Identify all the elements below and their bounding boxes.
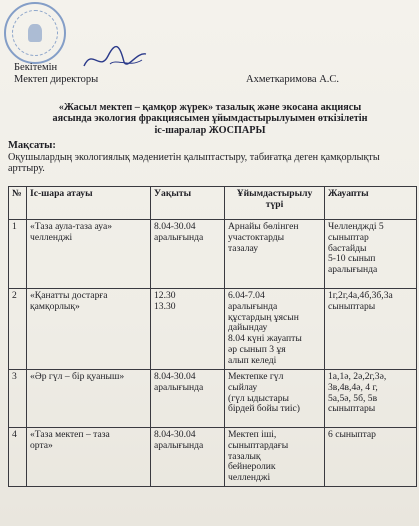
event-name: «Әр гүл – бір қуаныш» — [27, 370, 151, 428]
event-responsible: 6 сыныптар — [325, 428, 417, 487]
school-seal-stamp — [4, 2, 66, 64]
document-title — [10, 102, 410, 136]
event-form: Мектеп іші, сыныптардағы тазалық бейнеролик челленджі — [225, 428, 325, 487]
row-number: 4 — [9, 428, 27, 487]
director-signature — [80, 44, 150, 74]
event-form: Мектепке гүл сыйлау (гүл ыдыстары бірдей бойы тиіс) — [225, 370, 325, 428]
event-time: 8.04-30.04 аралығында — [151, 428, 225, 487]
table-row — [9, 428, 417, 487]
event-name: «Таза мектеп – таза орта» — [27, 428, 151, 487]
event-time: 8.04-30.04 аралығында — [151, 220, 225, 289]
event-form: Арнайы бөлінген участоктарды тазалау — [225, 220, 325, 289]
title-line-2: аясында экология фракциясымен ұйымдастырылуымен өткізілетін — [52, 113, 368, 125]
purpose-text: Оқушылардың экологиялық мәдениетін қалыптастыру, табиғатқа деген қамқорлықты арттыру. — [8, 152, 380, 175]
title-line-1: «Жасыл мектеп – қамқор жүрек» тазалық және экосана акциясы — [58, 102, 362, 113]
event-time: 8.04-30.04 аралығында — [151, 370, 225, 428]
event-responsible: 1а,1ә, 2ә,2г,3ә, 3в,4в,4ә, 4 г, 5а,5ә, 5б, 5в сыныптары — [325, 370, 417, 428]
row-number: 2 — [9, 289, 27, 370]
event-responsible: Челленджді 5 сыныптар бастайды 5-10 сынып аралығында — [325, 220, 417, 289]
approve-label: Бекітемін — [14, 62, 58, 73]
event-form: 6.04-7.04 аралығында құстардың ұясын дайындау 8.04 күні жауапты әр сынып 3 ұя алып келеді — [225, 289, 325, 370]
row-number: 3 — [9, 370, 27, 428]
approver-role: Мектеп директоры — [14, 74, 99, 85]
event-name: «Таза аула-таза ауа» челленджі — [27, 220, 151, 289]
title-line-3: іс-шаралар ЖОСПАРЫ — [154, 124, 266, 136]
table-row — [9, 220, 417, 289]
row-number: 1 — [9, 220, 27, 289]
purpose-label: Мақсаты: — [8, 140, 56, 151]
event-name: «Қанатты достарға қамқорлық» — [27, 289, 151, 370]
event-time: 12.30 13.30 — [151, 289, 225, 370]
table-row — [9, 289, 417, 370]
header-time: Уақыты — [151, 187, 225, 220]
director-name: Ахметкаримова А.С. — [246, 74, 340, 85]
events-plan-table — [8, 186, 417, 487]
table-row — [9, 370, 417, 428]
event-responsible: 1г,2г,4а,4б,3б,3а сыныптары — [325, 289, 417, 370]
header-number: № — [9, 187, 27, 220]
header-form: Ұйымдастырылу түрі — [225, 187, 325, 220]
header-event: Іс-шара атауы — [27, 187, 151, 220]
header-responsible: Жауапты — [325, 187, 417, 220]
table-header-row — [9, 187, 417, 220]
